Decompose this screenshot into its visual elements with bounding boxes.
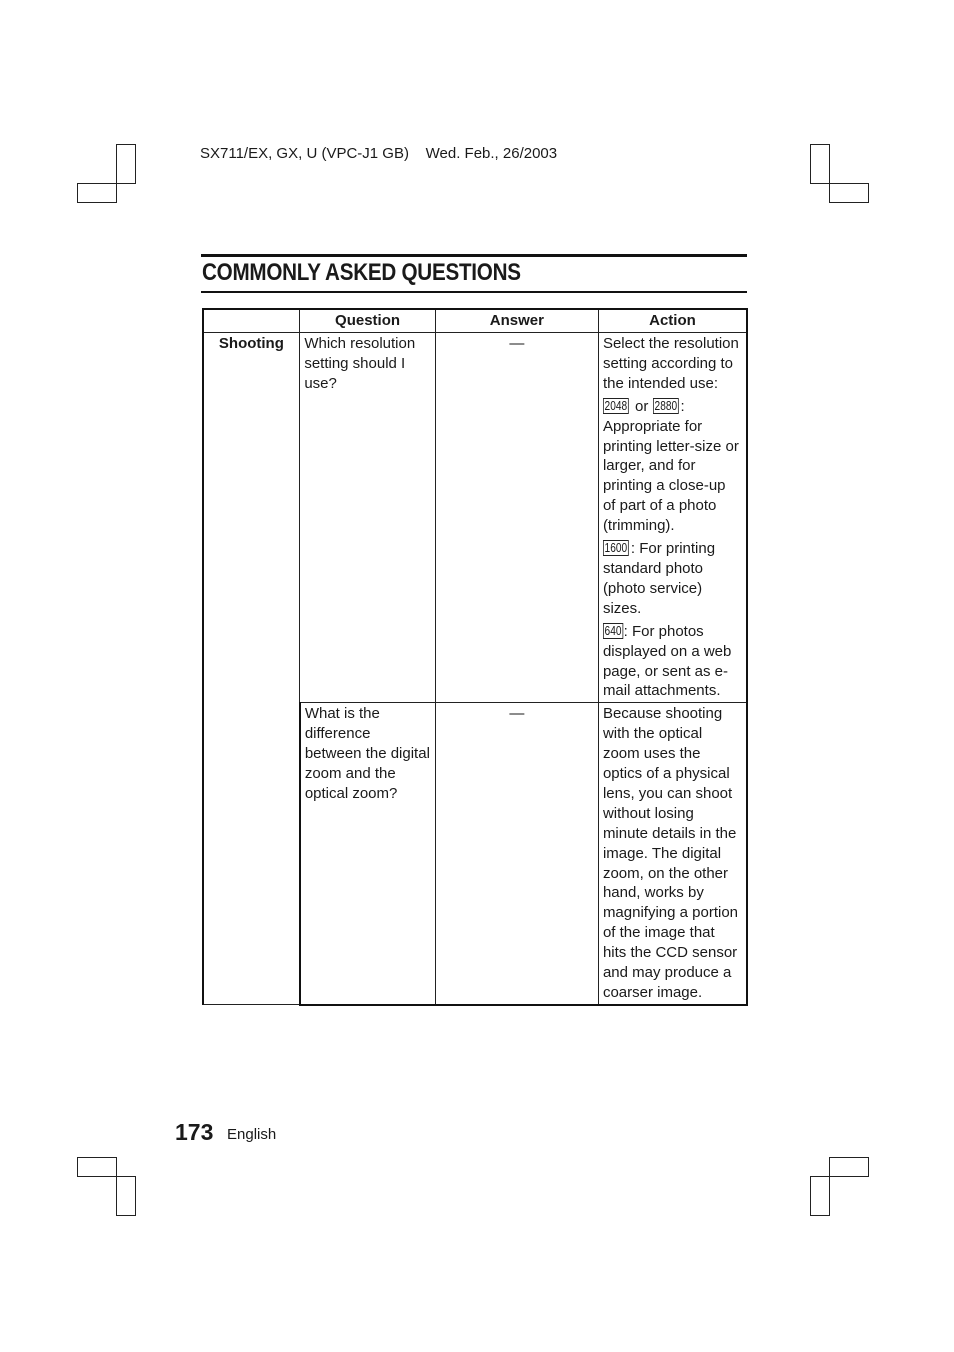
header-date: Wed. Feb., 26/2003 bbox=[425, 145, 558, 162]
title-rule-bottom bbox=[201, 291, 747, 293]
action-1600-text: : For printing standard photo (photo service) sizes. bbox=[602, 540, 716, 617]
action-cell: Because shooting with the optical zoom uses the optics of a physical lens, you can shoot without losing minute details in the image. The digital zoom, on the other hand, works by magnifying a portion of the image that hits the CCD sensor and may produce a coarser image. bbox=[598, 703, 747, 1005]
crop-mark-top-right-horizontal bbox=[829, 183, 869, 203]
category-cell: Shooting bbox=[203, 333, 300, 1005]
action-640-text: : For photos displayed on a web page, or sent as e-mail attachments. bbox=[602, 622, 732, 700]
title-rule-top bbox=[201, 254, 747, 257]
page-title: COMMONLY ASKED QUESTIONS bbox=[202, 259, 521, 286]
crop-mark-bottom-left-horizontal bbox=[77, 1157, 117, 1177]
or-text: or bbox=[635, 397, 649, 415]
action-intro: Select the resolution setting according to the intended use: bbox=[602, 335, 739, 392]
answer-cell: — bbox=[435, 703, 598, 1005]
question-cell: Which resolution setting should I use? bbox=[300, 333, 435, 703]
action-2048-text: : Appropriate for printing letter-size or larger, and for printing a close-up of part of a photo (trimming). bbox=[602, 397, 739, 535]
crop-mark-bottom-right-vertical bbox=[810, 1176, 830, 1216]
action-2048-2880 bbox=[603, 397, 742, 536]
crop-mark-top-right-vertical bbox=[810, 144, 830, 184]
resolution-640-icon: 640 bbox=[604, 622, 622, 638]
crop-mark-top-left-horizontal bbox=[77, 183, 117, 203]
crop-mark-top-left-vertical bbox=[116, 144, 136, 184]
column-header-action: Action bbox=[598, 309, 747, 333]
crop-mark-bottom-left-vertical bbox=[116, 1176, 136, 1216]
action-1600 bbox=[603, 539, 742, 619]
column-header-question: Question bbox=[300, 309, 435, 333]
resolution-2880-icon: 2880 bbox=[654, 397, 677, 413]
crop-mark-bottom-right-horizontal bbox=[829, 1157, 869, 1177]
faq-table bbox=[202, 308, 748, 1006]
resolution-2048-icon: 2048 bbox=[604, 397, 628, 413]
header-model: SX711/EX, GX, U (VPC-J1 GB) bbox=[200, 145, 409, 162]
language-label: English bbox=[227, 1126, 277, 1143]
answer-cell: — bbox=[435, 333, 598, 703]
action-640 bbox=[603, 622, 742, 702]
action-cell bbox=[598, 333, 747, 703]
resolution-1600-icon: 1600 bbox=[604, 540, 628, 556]
page-number: 173 bbox=[175, 1119, 214, 1145]
column-header-answer: Answer bbox=[435, 309, 598, 333]
table-row bbox=[203, 333, 747, 703]
print-header bbox=[200, 145, 557, 162]
question-cell: What is the difference between the digital zoom and the optical zoom? bbox=[300, 703, 435, 1005]
column-header-category bbox=[203, 309, 300, 333]
table-header-row bbox=[203, 309, 747, 333]
